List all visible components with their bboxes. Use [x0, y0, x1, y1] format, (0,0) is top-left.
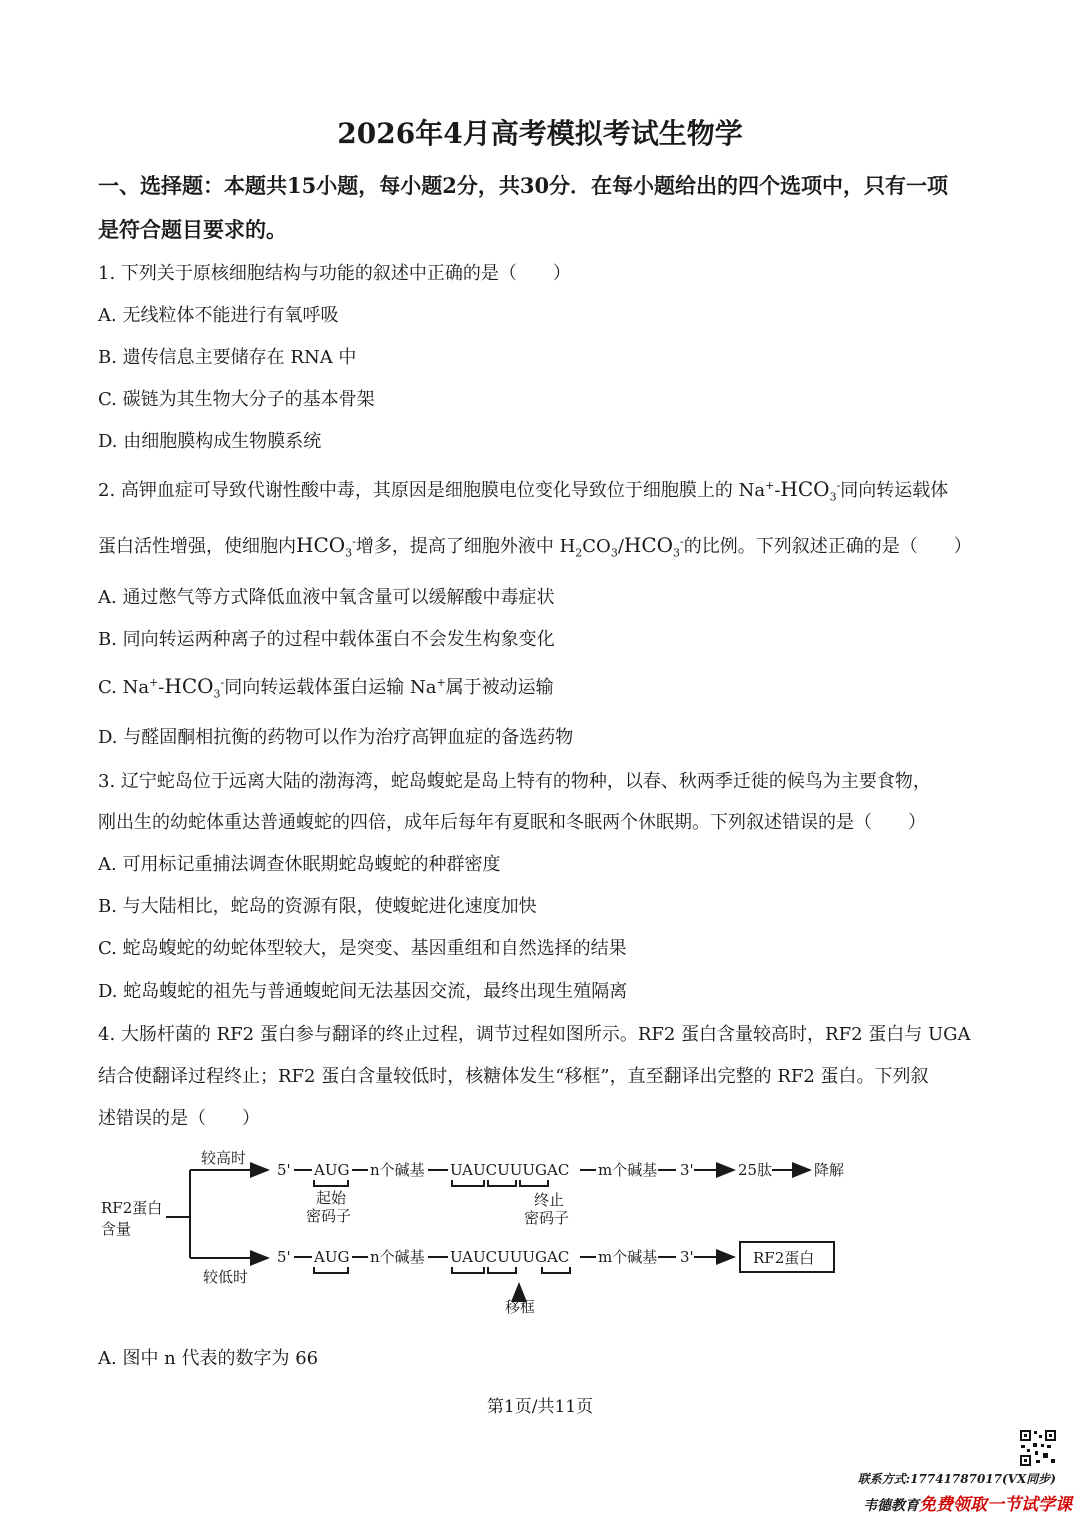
q3-option-d: D. 蛇岛蝮蛇的祖先与普通蝮蛇间无法基因交流，最终出现生殖隔离 — [98, 981, 628, 1002]
q2-stem-line1: 2. 高钾血症可导致代谢性酸中毒，其原因是细胞膜电位变化导致位于细胞膜上的 $Na^+-HCO_3^-$同向转运载体 — [98, 477, 949, 504]
low-m-bases: m个碱基 — [598, 1248, 658, 1266]
stop-codon-label-1: 终止 — [534, 1191, 565, 1209]
qr-code-icon — [1019, 1429, 1057, 1467]
q3-stem-line2: 刚出生的幼蛇体重达普通蝮蛇的四倍，成年后每年有夏眠和冬眠两个休眠期。下列叙述错误的是（ ） — [98, 812, 926, 833]
q1-option-b: B. 遗传信息主要储存在 RNA 中 — [98, 347, 357, 368]
high-sequence: UAUCUUUGAC — [450, 1161, 570, 1179]
promo-offer: 免费领取一节试学课 — [919, 1495, 1072, 1515]
low-3-prime: 3' — [680, 1248, 694, 1266]
promo-banner — [863, 1490, 1072, 1515]
q4-stem-line3: 述错误的是（ ） — [98, 1108, 260, 1129]
q2-option-c: C. $Na^+-HCO_3^-$同向转运载体蛋白运输 Na+属于被动运输 — [98, 674, 554, 701]
q2-option-b: B. 同向转运两种离子的过程中载体蛋白不会发生构象变化 — [98, 629, 555, 650]
product-label: RF2蛋白 — [753, 1249, 815, 1267]
start-codon-bracket — [314, 1180, 348, 1186]
q1-option-c: C. 碳链为其生物大分子的基本骨架 — [98, 389, 375, 410]
promo-brand: 韦德教育 — [863, 1498, 919, 1514]
q2-option-d: D. 与醛固酮相抗衡的药物可以作为治疗高钾血症的备选药物 — [98, 727, 574, 748]
section-heading-line2: 是符合题目要求的。 — [98, 217, 287, 242]
frameshift-label: 移框 — [505, 1298, 536, 1316]
rf2-regulation-diagram — [0, 1140, 1080, 1320]
page-title: 2026年4月高考模拟考试生物学 — [337, 117, 743, 150]
q2-option-a: A. 通过憋气等方式降低血液中氧含量可以缓解酸中毒症状 — [98, 587, 555, 608]
q2-stem-line2: 蛋白活性增强，使细胞内$HCO_3^-$增多，提高了细胞外液中 $H_2CO_3/HCO_3^-$的比例。下列叙述正确的是（ ） — [98, 533, 972, 560]
contact-info: 联系方式:17741787017(VX同步) — [857, 1472, 1056, 1486]
start-codon-label-2: 密码子 — [306, 1207, 352, 1225]
stop-codon-bracket — [520, 1180, 548, 1186]
low-label: 较低时 — [203, 1268, 249, 1286]
low-5-prime: 5' — [277, 1248, 291, 1266]
high-3-prime: 3' — [680, 1161, 694, 1179]
high-n-bases: n个碱基 — [370, 1161, 425, 1179]
low-n-bases: n个碱基 — [370, 1248, 425, 1266]
stop-codon-label-2: 密码子 — [524, 1209, 570, 1227]
page-footer: 第1页/共11页 — [486, 1397, 594, 1417]
high-aug: AUG — [314, 1161, 350, 1179]
high-5-prime: 5' — [277, 1161, 291, 1179]
section-heading-line1: 一、选择题：本题共15小题，每小题2分，共30分．在每小题给出的四个选项中，只有一项 — [98, 173, 949, 198]
start-codon-label-1: 起始 — [316, 1189, 347, 1207]
q1-option-d: D. 由细胞膜构成生物膜系统 — [98, 431, 322, 452]
q4-option-a: A. 图中 n 代表的数字为 66 — [98, 1348, 319, 1369]
q4-stem-line2: 结合使翻译过程终止；RF2 蛋白含量较低时，核糖体发生“移框”，直至翻译出完整的 RF2 蛋白。下列叙 — [98, 1066, 929, 1087]
low-sequence: UAUCUUUGAC — [450, 1248, 570, 1266]
q4-stem-line1: 4. 大肠杆菌的 RF2 蛋白参与翻译的终止过程，调节过程如图所示。RF2 蛋白含量较高时，RF2 蛋白与 UGA — [98, 1024, 971, 1045]
peptide-label: 25肽 — [738, 1161, 773, 1179]
degrade-label: 降解 — [814, 1161, 845, 1179]
q1-option-a: A. 无线粒体不能进行有氧呼吸 — [98, 305, 339, 326]
low-aug: AUG — [314, 1248, 350, 1266]
source-label-2: 含量 — [101, 1220, 132, 1238]
high-m-bases: m个碱基 — [598, 1161, 658, 1179]
high-label: 较高时 — [201, 1149, 247, 1167]
q1-stem: 1. 下列关于原核细胞结构与功能的叙述中正确的是（ ） — [98, 263, 571, 284]
q3-option-b: B. 与大陆相比，蛇岛的资源有限，使蝮蛇进化速度加快 — [98, 896, 537, 917]
source-label-1: RF2蛋白 — [101, 1199, 163, 1217]
q3-stem-line1: 3. 辽宁蛇岛位于远离大陆的渤海湾，蛇岛蝮蛇是岛上特有的物种，以春、秋两季迁徙的候鸟为主要食物， — [98, 771, 931, 792]
q3-option-c: C. 蛇岛蝮蛇的幼蛇体型较大，是突变、基因重组和自然选择的结果 — [98, 938, 627, 959]
q3-option-a: A. 可用标记重捕法调查休眠期蛇岛蝮蛇的种群密度 — [98, 854, 501, 875]
